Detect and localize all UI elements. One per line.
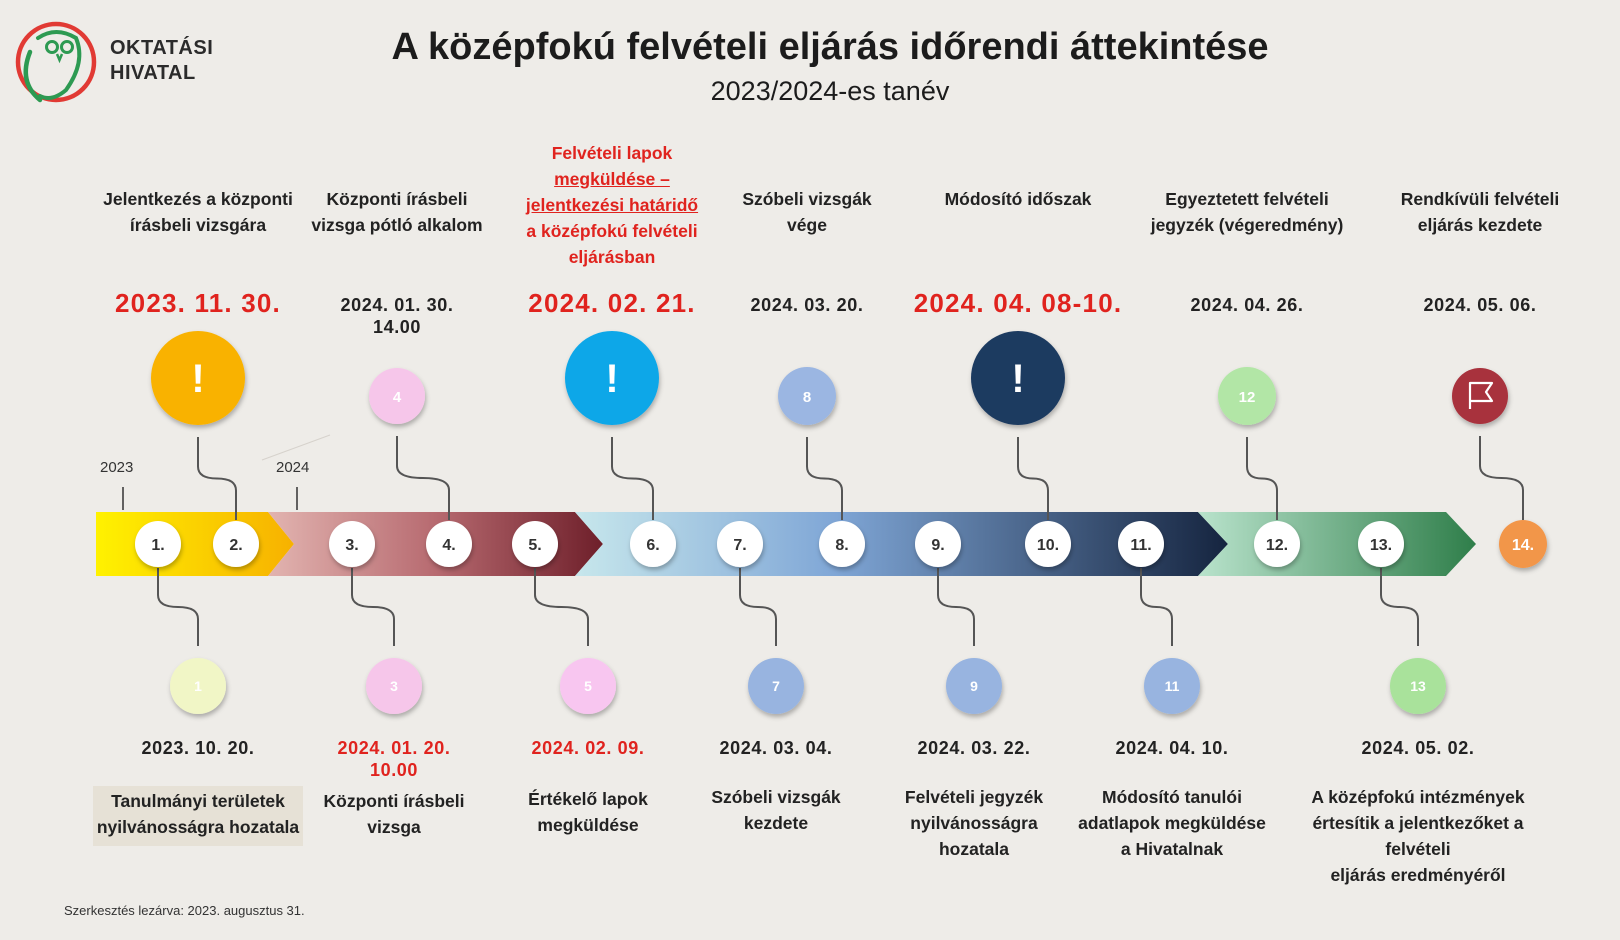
- alert-icon: [565, 331, 659, 425]
- marker-label: 1: [194, 678, 202, 694]
- top-event-description: [1132, 186, 1362, 238]
- step-label: 5.: [528, 537, 542, 554]
- step-circle-4: [426, 521, 472, 567]
- page-title: A középfokú felvételi eljárás időrendi áttekintése: [391, 26, 1269, 68]
- description-line: jelentkezési határidő: [525, 195, 699, 215]
- step-circle-12: [1254, 521, 1300, 567]
- bottom-event-description: [1288, 784, 1548, 888]
- step-label: 2.: [229, 537, 243, 554]
- bottom-event-description: [289, 788, 499, 840]
- step-label: 14.: [1511, 537, 1535, 554]
- marker-label: 4: [392, 389, 402, 406]
- connector-line: [397, 436, 449, 520]
- step-circle-3: [329, 521, 375, 567]
- step-circle-5: [512, 521, 558, 567]
- event-marker-9: [946, 658, 1002, 714]
- description-line: A középfokú intézmények: [1311, 787, 1525, 807]
- description-line: nyilvánosságra: [910, 813, 1038, 833]
- bottom-event-description: [483, 786, 693, 838]
- step-label: 8.: [835, 537, 849, 554]
- step-circle-14: [1499, 520, 1547, 568]
- description-line: értesítik a jelentkezőket a: [1312, 813, 1524, 833]
- marker-label: 11: [1164, 678, 1180, 694]
- top-event-description: [83, 186, 313, 238]
- date-line: 2024. 02. 09.: [531, 738, 645, 758]
- marker-label: 13: [1410, 678, 1426, 694]
- date-line: 2024. 01. 30.: [340, 295, 454, 315]
- description-line: eljárás eredményéről: [1330, 865, 1506, 885]
- step-circle-13: [1358, 521, 1404, 567]
- date-line: 14.00: [372, 317, 422, 337]
- marker-label: 12: [1238, 389, 1256, 406]
- marker-label: !: [605, 357, 619, 401]
- bottom-event-date: [1298, 737, 1538, 759]
- event-marker-5: [560, 658, 616, 714]
- description-line: Központi írásbeli: [326, 189, 468, 209]
- date-line: 2023. 10. 20.: [141, 738, 255, 758]
- description-line: kezdete: [743, 813, 809, 833]
- date-line: 2024. 03. 04.: [719, 738, 833, 758]
- marker-label: 3: [390, 678, 398, 694]
- logo-line-1: OKTATÁSI: [110, 37, 214, 59]
- description-line: Felvételi lapok: [551, 143, 673, 163]
- connector-line: [1141, 568, 1172, 646]
- step-circle-2: [213, 521, 259, 567]
- description-line: adatlapok megküldése: [1078, 813, 1266, 833]
- step-circle-7: [717, 521, 763, 567]
- step-circle-10: [1025, 521, 1071, 567]
- step-label: 4.: [442, 537, 456, 554]
- date-line: 2024. 03. 20.: [750, 295, 864, 315]
- description-line: Tanulmányi területek: [111, 791, 285, 811]
- date-line: 2024. 04. 08-10.: [913, 288, 1123, 318]
- flag-icon: [1452, 368, 1508, 424]
- event-marker-4: [369, 368, 425, 424]
- top-event-description: [692, 186, 922, 238]
- connector-line: [612, 437, 653, 520]
- step-circle-1: [135, 521, 181, 567]
- step-circle-6: [630, 521, 676, 567]
- description-line: felvételi: [1385, 839, 1451, 859]
- connector-line: [807, 437, 842, 520]
- description-line: Szóbeli vizsgák: [742, 189, 872, 209]
- marker-label: 9: [970, 678, 978, 694]
- connector-line: [1247, 437, 1277, 520]
- year-label-2023: 2023: [100, 459, 134, 476]
- date-line: 10.00: [369, 760, 419, 780]
- connector-line: [740, 568, 776, 646]
- description-line: megküldése –: [554, 169, 670, 189]
- marker-label: 8: [802, 389, 812, 406]
- band-segment-apr-may: [1198, 512, 1476, 576]
- description-line: megküldése: [537, 815, 639, 835]
- top-event-date: [1117, 294, 1377, 316]
- top-event-description: [282, 186, 512, 238]
- top-event-description: [1365, 186, 1595, 238]
- bottom-event-description: [93, 786, 303, 846]
- step-label: 3.: [345, 537, 359, 554]
- alert-icon: [971, 331, 1065, 425]
- bottom-event-description: [1057, 784, 1287, 862]
- footer-note: Szerkesztés lezárva: 2023. augusztus 31.: [64, 903, 305, 918]
- logo-line-2: HIVATAL: [110, 62, 196, 84]
- page-subtitle: 2023/2024-es tanév: [710, 76, 950, 106]
- date-line: 2024. 01. 20.: [337, 738, 451, 758]
- description-line: Rendkívüli felvételi: [1400, 189, 1560, 209]
- event-marker-8: [778, 367, 836, 425]
- connector-line: [938, 568, 974, 646]
- description-line: írásbeli vizsgára: [129, 215, 267, 235]
- step-label: 12.: [1265, 537, 1289, 554]
- description-line: Értékelő lapok: [528, 789, 648, 809]
- logo-text: [110, 36, 213, 86]
- step-label: 1.: [151, 537, 165, 554]
- description-line: eljárásban: [568, 247, 656, 267]
- description-line: Jelentkezés a központi: [103, 189, 293, 209]
- date-line: 2024. 04. 26.: [1190, 295, 1304, 315]
- description-line: Egyeztetett felvételi: [1165, 189, 1329, 209]
- step-label: 9.: [931, 537, 945, 554]
- connector-line: [198, 437, 236, 520]
- date-line: 2024. 05. 02.: [1361, 738, 1475, 758]
- step-label: 10.: [1036, 537, 1060, 554]
- date-line: 2024. 05. 06.: [1423, 295, 1537, 315]
- event-marker-12: [1218, 367, 1276, 425]
- step-label: 11.: [1130, 537, 1152, 554]
- description-line: hozatala: [938, 839, 1010, 859]
- top-event-date: [888, 288, 1148, 318]
- band-segment-2023: [96, 512, 294, 576]
- marker-label: !: [191, 357, 205, 401]
- date-line: 2023. 11. 30.: [115, 288, 281, 318]
- connector-line: [1018, 437, 1048, 520]
- top-event-date: [1350, 294, 1610, 316]
- step-label: 6.: [646, 537, 660, 554]
- description-line: Módosító időszak: [944, 189, 1092, 209]
- connector-line: [352, 568, 394, 646]
- event-marker-7: [748, 658, 804, 714]
- description-line: eljárás kezdete: [1417, 215, 1543, 235]
- event-marker-3: [366, 658, 422, 714]
- description-line: Szóbeli vizsgák: [711, 787, 841, 807]
- top-event-description: [903, 186, 1133, 212]
- description-line: jegyzék (végeredmény): [1150, 215, 1344, 235]
- connector-line: [535, 568, 588, 646]
- alert-icon: [151, 331, 245, 425]
- description-line: Felvételi jegyzék: [904, 787, 1044, 807]
- marker-label: 5: [584, 678, 592, 694]
- description-line: Módosító tanulói: [1102, 787, 1242, 807]
- marker-label: !: [1011, 357, 1025, 401]
- bottom-event-description: [671, 784, 881, 836]
- connector-line: [158, 568, 198, 646]
- date-line: 2024. 03. 22.: [917, 738, 1031, 758]
- event-marker-1: [170, 658, 226, 714]
- step-label: 7.: [733, 537, 747, 554]
- description-line: nyilvánosságra hozatala: [96, 817, 300, 837]
- year-label-2024: 2024: [276, 459, 310, 476]
- bottom-event-description: [864, 784, 1084, 862]
- connector-line: [1381, 568, 1418, 646]
- step-circle-9: [915, 521, 961, 567]
- date-line: 2024. 04. 10.: [1115, 738, 1229, 758]
- description-line: vizsga pótló alkalom: [311, 215, 483, 235]
- step-circle-8: [819, 521, 865, 567]
- date-line: 2024. 02. 21.: [528, 288, 696, 318]
- marker-label: 7: [772, 678, 780, 694]
- event-marker-11: [1144, 658, 1200, 714]
- description-line: Központi írásbeli: [323, 791, 465, 811]
- connector-line: [1480, 436, 1523, 520]
- oktatasi-hivatal-logo: [18, 24, 94, 100]
- event-marker-13: [1390, 658, 1446, 714]
- description-line: vége: [787, 215, 827, 235]
- description-line: vizsga: [367, 817, 421, 837]
- description-line: a Hivatalnak: [1120, 839, 1224, 859]
- bottom-event-date: [1052, 737, 1292, 759]
- description-line: a középfokú felvételi: [526, 221, 698, 241]
- step-label: 13.: [1369, 537, 1393, 554]
- step-circle-11: [1118, 521, 1164, 567]
